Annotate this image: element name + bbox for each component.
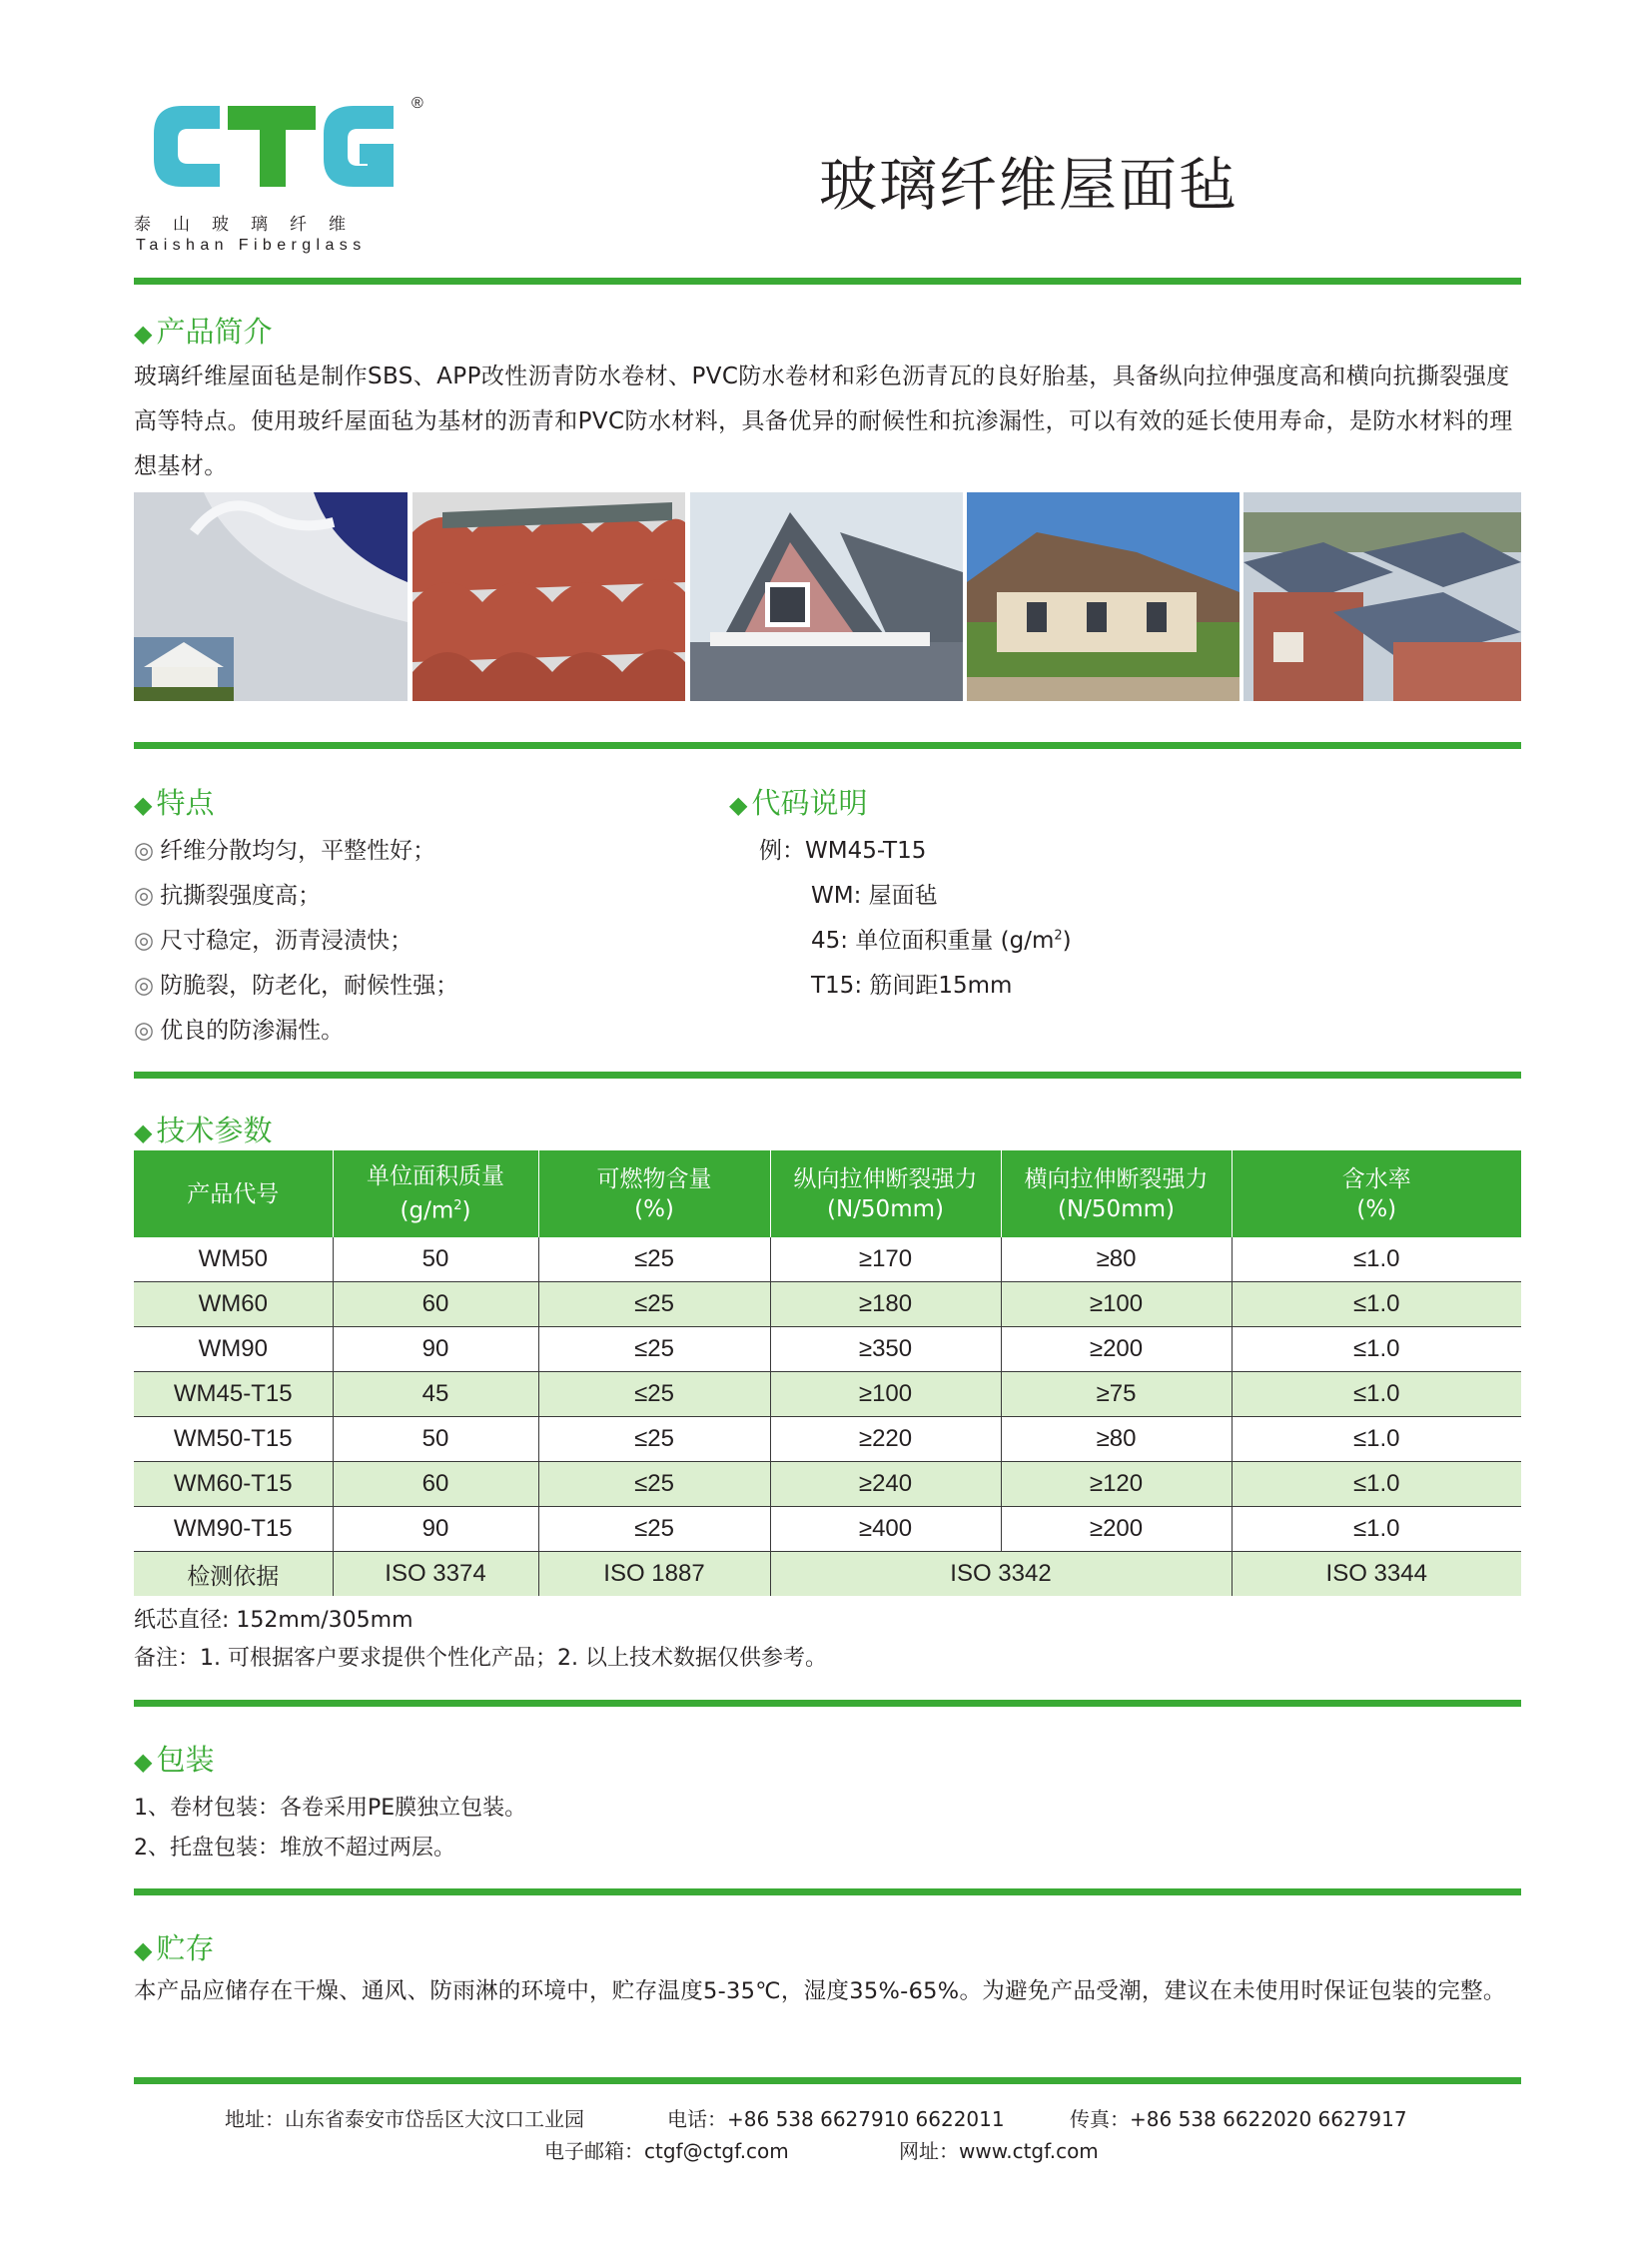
table-cell: ≤1.0 (1232, 1372, 1521, 1417)
table-cell: 检测依据 (134, 1552, 333, 1597)
table-cell: ≥100 (770, 1372, 1001, 1417)
table-row (134, 1372, 1521, 1417)
column-header: 含水率 (%) (1232, 1150, 1521, 1237)
divider (134, 1072, 1521, 1079)
footer-website[interactable]: 网址：www.ctgf.com (899, 2139, 1099, 2163)
diamond-icon: ◆ (729, 791, 748, 819)
registered-mark: ® (412, 95, 423, 112)
section-heading-features: ◆ 特点 (134, 786, 215, 820)
feature-item: ◎ 抗撕裂强度高； (134, 883, 322, 909)
table-cell: WM90-T15 (134, 1507, 333, 1552)
packaging-item: 1、卷材包装：各卷采用PE膜独立包装。 (134, 1796, 527, 1821)
column-header: 单位面积质量 $(g/m^2)$ (333, 1150, 538, 1237)
village-roofs-photo (1243, 492, 1521, 701)
table-header-row (134, 1150, 1521, 1237)
table-cell: 60 (333, 1282, 538, 1327)
table-cell: 90 (333, 1507, 538, 1552)
document-title: 玻璃纤维屋面毡 (819, 151, 1239, 219)
table-cell: ≥200 (1001, 1327, 1232, 1372)
table-cell: ≥80 (1001, 1237, 1232, 1282)
asphalt-shingle-photo (413, 492, 685, 701)
table-cell: ≤25 (538, 1507, 770, 1552)
intro-paragraph: 玻璃纤维屋面毡是制作SBS、APP改性沥青防水卷材、PVC防水卷材和彩色沥青瓦的良好胎基，具备纵向拉伸强度高和横向抗撕裂强度高等特点。使用玻纤屋面毡为基材的沥青和PVC防水材料，具备优异的耐候性和抗渗漏性，可以有效的延长使用寿命，是防水材料的理想基材。 (134, 364, 1513, 479)
table-cell: WM60 (134, 1282, 333, 1327)
table-cell: ≤1.0 (1232, 1237, 1521, 1282)
divider (134, 2077, 1521, 2084)
diamond-icon: ◆ (134, 1119, 153, 1146)
table-row (134, 1327, 1521, 1372)
table-cell: WM60-T15 (134, 1462, 333, 1507)
footer-phone: 电话：+86 538 6627910 6622011 (667, 2107, 1005, 2131)
section-heading-tech: ◆ 技术参数 (134, 1114, 273, 1147)
column-header: 横向拉伸断裂强力 (N/50mm) (1001, 1150, 1232, 1237)
table-row (134, 1237, 1521, 1282)
divider (134, 278, 1521, 285)
table-cell: ≤1.0 (1232, 1417, 1521, 1462)
code-line: WM: 屋面毡 (811, 883, 938, 909)
table-cell: ≤1.0 (1232, 1507, 1521, 1552)
table-cell: WM45-T15 (134, 1372, 333, 1417)
section-heading-packaging: ◆ 包装 (134, 1743, 215, 1777)
table-cell: ≥100 (1001, 1282, 1232, 1327)
footer-email[interactable]: 电子邮箱：ctgf@ctgf.com (544, 2139, 789, 2163)
table-cell: 45 (333, 1372, 538, 1417)
feature-item: ◎ 优良的防渗漏性。 (134, 1018, 345, 1044)
section-heading-storage: ◆ 贮存 (134, 1931, 215, 1965)
table-cell: 50 (333, 1237, 538, 1282)
table-cell: ≤25 (538, 1417, 770, 1462)
table-cell: ≥240 (770, 1462, 1001, 1507)
table-row (134, 1507, 1521, 1552)
table-cell: ≤1.0 (1232, 1327, 1521, 1372)
table-cell: 90 (333, 1327, 538, 1372)
core-diameter-note: 纸芯直径: 152mm/305mm (134, 1608, 413, 1633)
storage-paragraph: 本产品应储存在干燥、通风、防雨淋的环境中，贮存温度5-35℃，湿度35%-65%。为避免产品受潮，建议在未使用时保证包装的完整。 (134, 1978, 1506, 2004)
table-cell: ISO 3374 (333, 1552, 538, 1597)
table-cell: ≤25 (538, 1372, 770, 1417)
table-cell: ISO 3342 (770, 1552, 1232, 1597)
table-cell: ISO 3344 (1232, 1552, 1521, 1597)
spec-table (134, 1150, 1521, 1596)
brand-name-en: Taishan Fiberglass (136, 237, 367, 254)
table-row (134, 1462, 1521, 1507)
feature-item: ◎ 尺寸稳定，沥青浸渍快； (134, 928, 413, 954)
code-line: T15: 筋间距15mm (811, 973, 1013, 999)
table-cell: ≥180 (770, 1282, 1001, 1327)
divider (134, 1700, 1521, 1707)
diamond-icon: ◆ (134, 320, 153, 348)
table-cell: 50 (333, 1417, 538, 1462)
table-cell: ≥350 (770, 1327, 1001, 1372)
table-cell: ≥220 (770, 1417, 1001, 1462)
diamond-icon: ◆ (134, 791, 153, 819)
table-row (134, 1417, 1521, 1462)
table-cell: ≥400 (770, 1507, 1001, 1552)
table-cell: WM90 (134, 1327, 333, 1372)
feature-item: ◎ 防脆裂，防老化，耐候性强； (134, 973, 459, 999)
code-example: 例：WM45-T15 (759, 838, 927, 864)
table-cell: ≥120 (1001, 1462, 1232, 1507)
table-cell: ≥200 (1001, 1507, 1232, 1552)
brand-name-cn: 泰山玻璃纤维 (134, 215, 368, 235)
divider (134, 1888, 1521, 1895)
packaging-item: 2、托盘包装：堆放不超过两层。 (134, 1836, 455, 1861)
table-cell: ISO 1887 (538, 1552, 770, 1597)
column-header: 可燃物含量 (%) (538, 1150, 770, 1237)
table-cell: WM50 (134, 1237, 333, 1282)
feature-item: ◎ 纤维分散均匀，平整性好； (134, 838, 436, 864)
diamond-icon: ◆ (134, 1936, 153, 1964)
table-cell: ≤25 (538, 1462, 770, 1507)
remark-note: 备注：1. 可根据客户要求提供个性化产品；2. 以上技术数据仅供参考。 (134, 1646, 827, 1671)
table-cell: ≥170 (770, 1237, 1001, 1282)
footer-address: 地址：山东省泰安市岱岳区大汶口工业园 (225, 2107, 584, 2131)
table-row (134, 1282, 1521, 1327)
table-cell: ≥80 (1001, 1417, 1232, 1462)
table-cell: ≤25 (538, 1327, 770, 1372)
table-cell: ≥75 (1001, 1372, 1232, 1417)
section-heading-code: ◆ 代码说明 (729, 786, 868, 820)
table-footer-row (134, 1552, 1521, 1597)
table-cell: WM50-T15 (134, 1417, 333, 1462)
table-cell: 60 (333, 1462, 538, 1507)
table-cell: ≤1.0 (1232, 1462, 1521, 1507)
table-cell: ≤25 (538, 1282, 770, 1327)
diamond-icon: ◆ (134, 1748, 153, 1776)
divider (134, 742, 1521, 749)
section-heading-intro: ◆ 产品简介 (134, 315, 273, 349)
code-line: 45: 单位面积重量 $(g/m^2)$ (811, 928, 1072, 954)
house-roof-photo-2 (967, 492, 1239, 701)
table-cell: ≤25 (538, 1237, 770, 1282)
table-cell: ≤1.0 (1232, 1282, 1521, 1327)
footer-fax: 传真：+86 538 6622020 6627917 (1070, 2107, 1407, 2131)
house-roof-photo-1 (690, 492, 963, 701)
column-header: 纵向拉伸断裂强力 (N/50mm) (770, 1150, 1001, 1237)
fiberglass-mat-photo (134, 492, 408, 701)
column-header: 产品代号 (134, 1150, 333, 1237)
